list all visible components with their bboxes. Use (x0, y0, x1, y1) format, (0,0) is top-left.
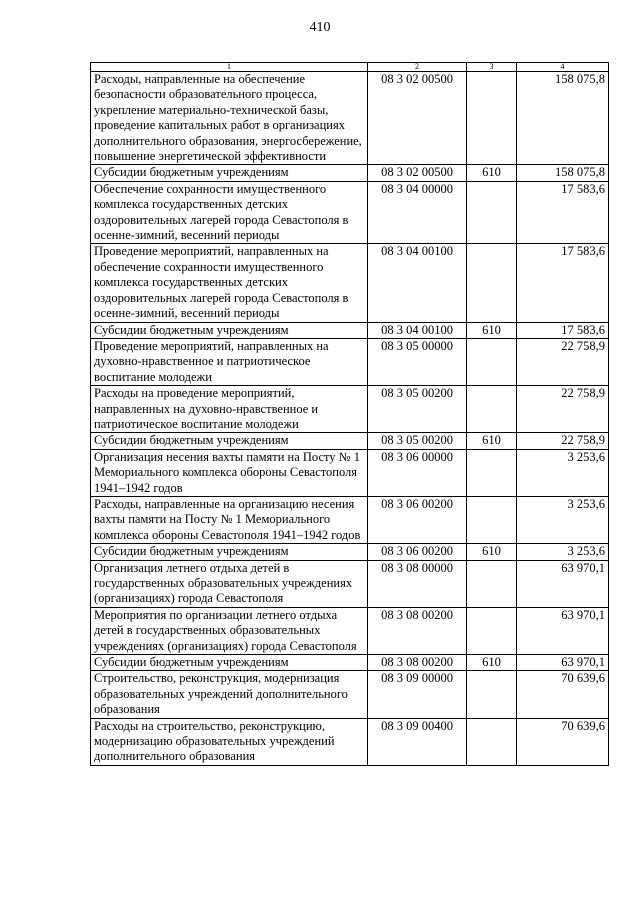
row-amount: 3 253,6 (517, 496, 609, 543)
row-name: Расходы на проведение мероприятий, направленных на духовно-нравственное и патриотическое воспитание молодежи (91, 386, 368, 433)
row-type: 610 (467, 433, 517, 449)
row-type (467, 244, 517, 322)
row-name: Проведение мероприятий, направленных на обеспечение сохранности имущественного комплекса государственных детских оздоровительных лагерей города Севастополя в осенне-зимний, весенний периоды (91, 244, 368, 322)
row-name: Строительство, реконструкция, модернизация образовательных учреждений дополнительного образования (91, 671, 368, 718)
table-row (91, 544, 609, 560)
row-type: 610 (467, 655, 517, 671)
row-type (467, 386, 517, 433)
column-header-name: 1 (91, 63, 368, 72)
row-amount: 3 253,6 (517, 449, 609, 496)
row-name: Субсидии бюджетным учреждениям (91, 544, 368, 560)
table-row (91, 607, 609, 654)
row-type (467, 449, 517, 496)
column-header-amount: 4 (517, 63, 609, 72)
row-code: 08 3 02 00500 (368, 165, 467, 181)
row-amount: 17 583,6 (517, 322, 609, 338)
table-row (91, 655, 609, 671)
row-name: Организация несения вахты памяти на Посту № 1 Мемориального комплекса обороны Севастополя 1941–1942 годов (91, 449, 368, 496)
row-code: 08 3 09 00400 (368, 718, 467, 765)
table-row (91, 165, 609, 181)
table-row (91, 718, 609, 765)
table-row (91, 560, 609, 607)
row-name: Обеспечение сохранности имущественного комплекса государственных детских оздоровительных лагерей города Севастополя в осенне-зимний, весенний периоды (91, 181, 368, 244)
row-name: Субсидии бюджетным учреждениям (91, 165, 368, 181)
column-header-code: 2 (368, 63, 467, 72)
row-code: 08 3 04 00000 (368, 181, 467, 244)
table-row (91, 386, 609, 433)
row-name: Расходы, направленные на обеспечение безопасности образовательного процесса, укрепление материально-технической базы, проведение капитальных работ в организациях дополнительного образования, энергосбережение, повышение энергетической эффективности (91, 72, 368, 165)
row-type: 610 (467, 322, 517, 338)
row-type (467, 181, 517, 244)
row-code: 08 3 09 00000 (368, 671, 467, 718)
row-code: 08 3 05 00000 (368, 338, 467, 385)
row-code: 08 3 08 00200 (368, 655, 467, 671)
budget-table (90, 62, 609, 766)
table-row (91, 338, 609, 385)
table-row (91, 449, 609, 496)
row-type (467, 560, 517, 607)
row-type (467, 718, 517, 765)
row-code: 08 3 05 00200 (368, 433, 467, 449)
row-code: 08 3 04 00100 (368, 244, 467, 322)
row-name: Расходы, направленные на организацию несения вахты памяти на Посту № 1 Мемориального комплекса обороны Севастополя 1941–1942 годов (91, 496, 368, 543)
row-type: 610 (467, 544, 517, 560)
row-amount: 22 758,9 (517, 338, 609, 385)
row-code: 08 3 02 00500 (368, 72, 467, 165)
row-code: 08 3 04 00100 (368, 322, 467, 338)
row-code: 08 3 08 00200 (368, 607, 467, 654)
row-type (467, 72, 517, 165)
table-row (91, 181, 609, 244)
row-name: Мероприятия по организации летнего отдыха детей в государственных образовательных учреждениях (организациях) города Севастополя (91, 607, 368, 654)
row-amount: 63 970,1 (517, 655, 609, 671)
row-amount: 70 639,6 (517, 671, 609, 718)
row-name: Организация летнего отдыха детей в государственных образовательных учреждениях (организациях) города Севастополя (91, 560, 368, 607)
row-code: 08 3 08 00000 (368, 560, 467, 607)
row-type (467, 671, 517, 718)
row-name: Субсидии бюджетным учреждениям (91, 433, 368, 449)
row-amount: 63 970,1 (517, 560, 609, 607)
row-name: Субсидии бюджетным учреждениям (91, 322, 368, 338)
row-name: Расходы на строительство, реконструкцию, модернизацию образовательных учреждений дополнительного образования (91, 718, 368, 765)
table-row (91, 496, 609, 543)
table-row (91, 322, 609, 338)
row-amount: 17 583,6 (517, 181, 609, 244)
row-code: 08 3 06 00200 (368, 496, 467, 543)
row-type (467, 338, 517, 385)
row-amount: 3 253,6 (517, 544, 609, 560)
header-row (91, 63, 609, 72)
row-amount: 158 075,8 (517, 72, 609, 165)
row-amount: 63 970,1 (517, 607, 609, 654)
row-amount: 158 075,8 (517, 165, 609, 181)
row-name: Проведение мероприятий, направленных на духовно-нравственное и патриотическое воспитание молодежи (91, 338, 368, 385)
row-code: 08 3 05 00200 (368, 386, 467, 433)
row-code: 08 3 06 00200 (368, 544, 467, 560)
row-type: 610 (467, 165, 517, 181)
row-type (467, 496, 517, 543)
row-type (467, 607, 517, 654)
row-code: 08 3 06 00000 (368, 449, 467, 496)
table-row (91, 671, 609, 718)
page-number: 410 (309, 20, 331, 35)
table-row (91, 244, 609, 322)
row-amount: 70 639,6 (517, 718, 609, 765)
row-name: Субсидии бюджетным учреждениям (91, 655, 368, 671)
table-row (91, 433, 609, 449)
row-amount: 22 758,9 (517, 433, 609, 449)
column-header-type: 3 (467, 63, 517, 72)
row-amount: 22 758,9 (517, 386, 609, 433)
row-amount: 17 583,6 (517, 244, 609, 322)
table-row (91, 72, 609, 165)
